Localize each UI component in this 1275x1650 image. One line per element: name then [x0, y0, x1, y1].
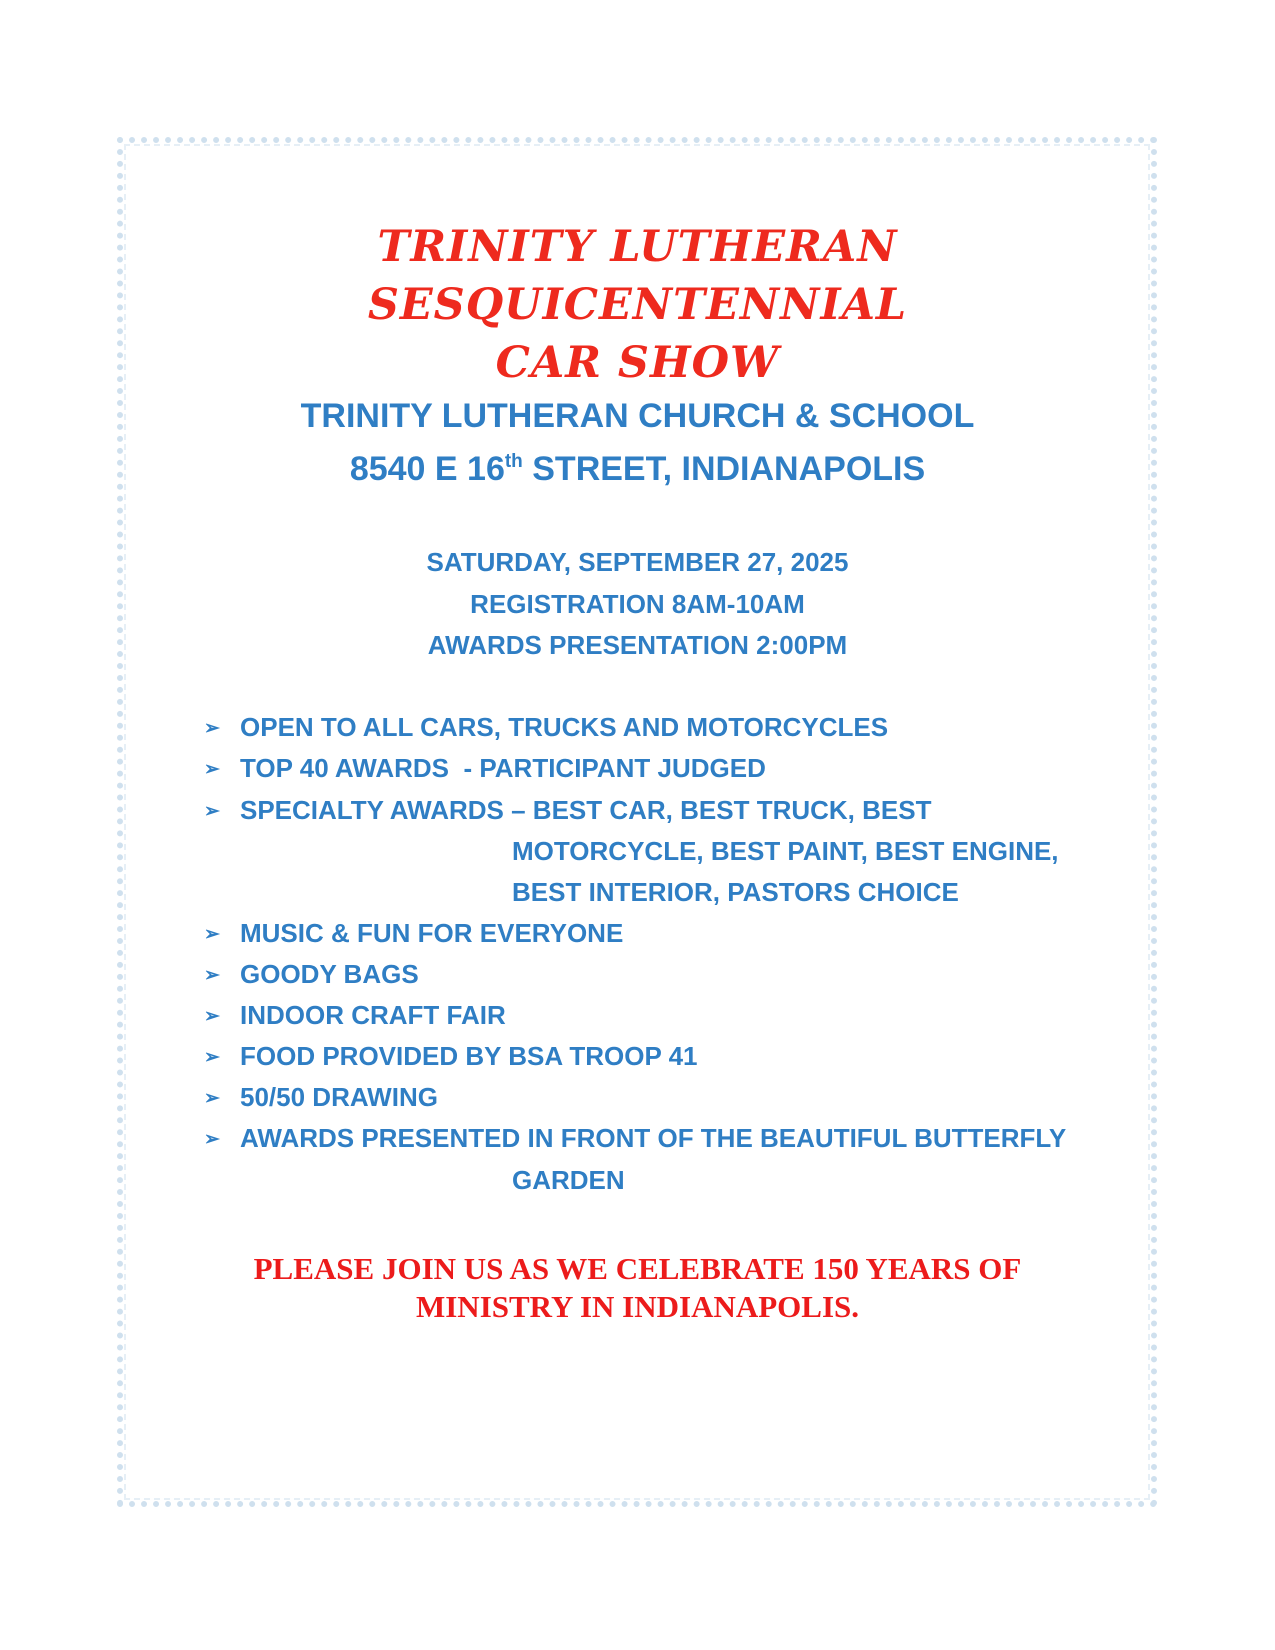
list-item-text: INDOOR CRAFT FAIR [240, 1000, 506, 1030]
list-item-continuation: MOTORCYCLE, BEST PAINT, BEST ENGINE, [512, 836, 1059, 866]
list-item [204, 752, 766, 788]
list-item [204, 1122, 1066, 1158]
list-item-text: FOOD PROVIDED BY BSA TROOP 41 [240, 1041, 698, 1071]
list-item [204, 1081, 438, 1117]
address-ordinal-suffix: th [504, 451, 523, 472]
list-item-text: OPEN TO ALL CARS, TRUCKS AND MOTORCYCLES [240, 712, 889, 742]
list-item-text: 50/50 DRAWING [240, 1082, 438, 1112]
venue-name: TRINITY LUTHERAN CHURCH & SCHOOL [300, 397, 975, 435]
event-date: SATURDAY, SEPTEMBER 27, 2025 [426, 547, 849, 577]
list-item-text: TOP 40 AWARDS - PARTICIPANT JUDGED [240, 753, 766, 783]
registration-time: REGISTRATION 8AM-10AM [470, 589, 805, 619]
arrow-bullet-icon: ➢ [204, 1129, 220, 1150]
list-item-text: GOODY BAGS [240, 959, 419, 989]
title-line-1: TRINITY LUTHERAN [377, 222, 898, 272]
arrow-bullet-icon: ➢ [204, 965, 220, 986]
list-item-text: MUSIC & FUN FOR EVERYONE [240, 918, 624, 948]
arrow-bullet-icon: ➢ [204, 924, 220, 945]
address-street: STREET, INDIANAPOLIS [522, 450, 926, 488]
arrow-bullet-icon: ➢ [204, 718, 220, 739]
list-item [204, 917, 623, 953]
title-line-2: SESQUICENTENNIAL [367, 280, 908, 330]
list-item [204, 711, 888, 747]
list-item-text: AWARDS PRESENTED IN FRONT OF THE BEAUTIFUL BUTTERFLY [240, 1123, 1067, 1153]
list-item-continuation: BEST INTERIOR, PASTORS CHOICE [512, 877, 959, 907]
arrow-bullet-icon: ➢ [204, 801, 220, 822]
closing-message-line-2: MINISTRY IN INDIANAPOLIS. [415, 1289, 860, 1324]
venue-address [0, 449, 1275, 489]
arrow-bullet-icon: ➢ [204, 1088, 220, 1109]
list-item [204, 958, 419, 994]
list-item-text: SPECIALTY AWARDS – BEST CAR, BEST TRUCK, BEST [240, 795, 932, 825]
arrow-bullet-icon: ➢ [204, 1006, 220, 1027]
list-item-continuation: GARDEN [512, 1165, 625, 1195]
list-item [204, 1040, 698, 1076]
list-item [204, 999, 506, 1035]
closing-message-line-1: PLEASE JOIN US AS WE CELEBRATE 150 YEARS OF [253, 1251, 1022, 1286]
title-line-3: CAR SHOW [495, 338, 780, 388]
address-number: 8540 E 16 [349, 450, 505, 488]
awards-time: AWARDS PRESENTATION 2:00PM [427, 630, 848, 660]
list-item [204, 794, 931, 830]
arrow-bullet-icon: ➢ [204, 759, 220, 780]
arrow-bullet-icon: ➢ [204, 1047, 220, 1068]
